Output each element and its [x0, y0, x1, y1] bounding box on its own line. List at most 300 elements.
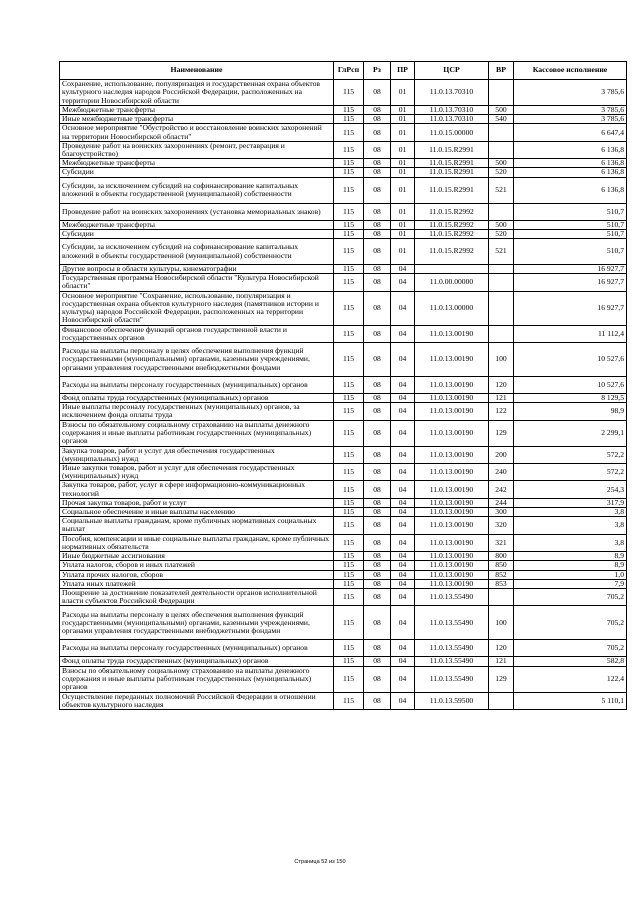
cell-csr: 11.0.13.00190	[415, 343, 489, 377]
cell-rz: 08	[364, 657, 391, 666]
cell-glrsp: 115	[334, 420, 364, 446]
cell-name: Фонд оплаты труда государственных (муниципальных) органов	[60, 657, 334, 666]
cell-rz: 08	[364, 141, 391, 158]
cell-vr: 540	[489, 115, 514, 124]
cell-pr: 04	[391, 265, 415, 274]
cell-execution: 7,9	[514, 579, 627, 588]
table-row	[60, 606, 627, 640]
cell-glrsp: 115	[334, 220, 364, 229]
cell-glrsp: 115	[334, 606, 364, 640]
cell-csr: 11.0.13.70310	[415, 106, 489, 115]
cell-pr: 01	[391, 177, 415, 203]
table-row	[60, 561, 627, 570]
cell-rz: 08	[364, 124, 391, 141]
cell-rz: 08	[364, 394, 391, 403]
cell-csr: 11.0.13.70310	[415, 80, 489, 106]
cell-pr: 01	[391, 124, 415, 141]
cell-csr: 11.0.15.R2992	[415, 220, 489, 229]
cell-name: Основное мероприятие "Обустройство и восстановление воинских захоронений на территории Новосибирской области"	[60, 124, 334, 141]
cell-pr: 01	[391, 203, 415, 220]
cell-execution: 705,2	[514, 588, 627, 605]
table-body	[60, 80, 627, 710]
cell-vr	[489, 124, 514, 141]
table-row	[60, 498, 627, 507]
cell-pr: 04	[391, 517, 415, 534]
cell-rz: 08	[364, 291, 391, 325]
budget-table-container	[59, 61, 626, 710]
cell-glrsp: 115	[334, 579, 364, 588]
cell-name: Расходы на выплаты персоналу государственных (муниципальных) органов	[60, 377, 334, 394]
cell-execution: 510,7	[514, 203, 627, 220]
cell-csr: 11.0.13.00190	[415, 325, 489, 342]
cell-vr: 853	[489, 579, 514, 588]
cell-execution: 3 785,6	[514, 80, 627, 106]
cell-name: Закупка товаров, работ, услуг в сфере информационно-коммуникационных технологий	[60, 481, 334, 498]
cell-execution: 254,3	[514, 481, 627, 498]
cell-execution: 6 136,8	[514, 159, 627, 168]
cell-pr: 04	[391, 579, 415, 588]
cell-vr: 121	[489, 657, 514, 666]
cell-rz: 08	[364, 534, 391, 551]
table-row	[60, 203, 627, 220]
table-row	[60, 168, 627, 177]
cell-name: Проведение работ на воинских захоронениях (ремонт, реставрация и благоустройство)	[60, 141, 334, 158]
cell-execution: 3,8	[514, 508, 627, 517]
cell-glrsp: 115	[334, 640, 364, 657]
cell-vr: 321	[489, 534, 514, 551]
header-rz: Рз	[364, 62, 391, 80]
cell-glrsp: 115	[334, 517, 364, 534]
cell-pr: 01	[391, 229, 415, 238]
cell-execution: 1,0	[514, 570, 627, 579]
cell-execution: 572,2	[514, 464, 627, 481]
table-row	[60, 115, 627, 124]
table-row	[60, 141, 627, 158]
cell-execution: 705,2	[514, 640, 627, 657]
cell-rz: 08	[364, 666, 391, 692]
cell-vr: 500	[489, 106, 514, 115]
cell-execution: 3,8	[514, 534, 627, 551]
table-row	[60, 552, 627, 561]
cell-csr: 11.0.15.R2991	[415, 177, 489, 203]
cell-pr: 04	[391, 420, 415, 446]
cell-csr: 11.0.13.00190	[415, 534, 489, 551]
cell-vr: 122	[489, 403, 514, 420]
cell-execution: 5 110,1	[514, 692, 627, 709]
cell-name: Взносы по обязательному социальному страхованию на выплаты денежного содержания и иные выплаты работникам государственных (муниципальных) органов	[60, 420, 334, 446]
table-row	[60, 394, 627, 403]
cell-name: Поощрение за достижение показателей деятельности органов исполнительной власти субъектов Российской Федерации	[60, 588, 334, 605]
cell-pr: 01	[391, 80, 415, 106]
table-row	[60, 508, 627, 517]
cell-csr: 11.0.13.00190	[415, 464, 489, 481]
cell-rz: 08	[364, 579, 391, 588]
cell-rz: 08	[364, 420, 391, 446]
cell-name: Иные закупки товаров, работ и услуг для обеспечения государственных (муниципальных) нужд	[60, 464, 334, 481]
cell-glrsp: 115	[334, 141, 364, 158]
cell-execution: 8 129,5	[514, 394, 627, 403]
cell-glrsp: 115	[334, 229, 364, 238]
cell-glrsp: 115	[334, 239, 364, 265]
cell-vr	[489, 141, 514, 158]
table-row	[60, 325, 627, 342]
table-row	[60, 692, 627, 709]
table-row	[60, 420, 627, 446]
cell-pr: 04	[391, 464, 415, 481]
cell-execution: 11 112,4	[514, 325, 627, 342]
cell-name: Другие вопросы в области культуры, кинематографии	[60, 265, 334, 274]
header-glrsp: ГлРсп	[334, 62, 364, 80]
cell-vr: 521	[489, 239, 514, 265]
cell-pr: 04	[391, 570, 415, 579]
cell-name: Уплата иных платежей	[60, 579, 334, 588]
cell-execution: 3 785,6	[514, 106, 627, 115]
cell-csr: 11.0.13.00190	[415, 377, 489, 394]
cell-csr: 11.0.15.R2992	[415, 229, 489, 238]
cell-vr: 520	[489, 168, 514, 177]
cell-pr: 04	[391, 403, 415, 420]
cell-vr: 800	[489, 552, 514, 561]
cell-vr	[489, 692, 514, 709]
table-row	[60, 343, 627, 377]
cell-glrsp: 115	[334, 534, 364, 551]
cell-vr	[489, 291, 514, 325]
table-row	[60, 464, 627, 481]
cell-csr: 11.0.13.55490	[415, 640, 489, 657]
cell-rz: 08	[364, 517, 391, 534]
cell-execution: 572,2	[514, 446, 627, 463]
table-row	[60, 106, 627, 115]
cell-pr: 01	[391, 159, 415, 168]
cell-glrsp: 115	[334, 124, 364, 141]
cell-name: Взносы по обязательному социальному страхованию на выплаты денежного содержания и иные выплаты работникам государственных (муниципальных) органов	[60, 666, 334, 692]
cell-vr	[489, 274, 514, 291]
cell-vr: 121	[489, 394, 514, 403]
cell-glrsp: 115	[334, 377, 364, 394]
cell-glrsp: 115	[334, 481, 364, 498]
header-name: Наименование	[60, 62, 334, 80]
cell-glrsp: 115	[334, 168, 364, 177]
table-row	[60, 570, 627, 579]
cell-glrsp: 115	[334, 464, 364, 481]
cell-vr	[489, 265, 514, 274]
cell-pr: 04	[391, 481, 415, 498]
table-row	[60, 481, 627, 498]
table-row	[60, 265, 627, 274]
cell-pr: 01	[391, 106, 415, 115]
cell-name: Иные межбюджетные трансферты	[60, 115, 334, 124]
cell-pr: 04	[391, 394, 415, 403]
cell-rz: 08	[364, 177, 391, 203]
cell-rz: 08	[364, 168, 391, 177]
cell-name: Субсидии, за исключением субсидий на софинансирование капитальных вложений в объекты государственной (муниципальной) собственности	[60, 177, 334, 203]
cell-csr: 11.0.13.00190	[415, 446, 489, 463]
table-row	[60, 377, 627, 394]
table-row	[60, 220, 627, 229]
cell-csr: 11.0.13.00190	[415, 498, 489, 507]
cell-csr: 11.0.00.00000	[415, 274, 489, 291]
table-row	[60, 80, 627, 106]
cell-pr: 04	[391, 561, 415, 570]
cell-name: Иные бюджетные ассигнования	[60, 552, 334, 561]
table-row	[60, 640, 627, 657]
cell-name: Субсидии	[60, 168, 334, 177]
cell-pr: 01	[391, 168, 415, 177]
cell-pr: 04	[391, 446, 415, 463]
cell-csr: 11.0.15.R2992	[415, 239, 489, 265]
cell-execution: 16 927,7	[514, 274, 627, 291]
cell-pr: 04	[391, 343, 415, 377]
cell-glrsp: 115	[334, 508, 364, 517]
cell-glrsp: 115	[334, 159, 364, 168]
cell-rz: 08	[364, 203, 391, 220]
table-row	[60, 239, 627, 265]
cell-csr: 11.0.13.55490	[415, 588, 489, 605]
cell-name: Расходы на выплаты персоналу в целях обеспечения выполнения функций государственными (муниципальными) органами, казенными учреждениями, органами управления государственными внебюджетными фондами	[60, 606, 334, 640]
cell-glrsp: 115	[334, 403, 364, 420]
cell-glrsp: 115	[334, 552, 364, 561]
cell-csr: 11.0.13.00190	[415, 561, 489, 570]
cell-name: Иные выплаты персоналу государственных (муниципальных) органов, за исключением фонда оплаты труда	[60, 403, 334, 420]
cell-pr: 01	[391, 239, 415, 265]
cell-csr: 11.0.13.70310	[415, 115, 489, 124]
cell-rz: 08	[364, 508, 391, 517]
table-row	[60, 588, 627, 605]
cell-csr: 11.0.13.00190	[415, 570, 489, 579]
cell-execution: 6 136,8	[514, 141, 627, 158]
cell-execution: 2 299,1	[514, 420, 627, 446]
cell-glrsp: 115	[334, 343, 364, 377]
cell-rz: 08	[364, 588, 391, 605]
cell-csr: 11.0.13.59500	[415, 692, 489, 709]
cell-rz: 08	[364, 265, 391, 274]
cell-rz: 08	[364, 640, 391, 657]
cell-glrsp: 115	[334, 106, 364, 115]
cell-glrsp: 115	[334, 291, 364, 325]
cell-name: Финансовое обеспечение функций органов государственной власти и государственных органов	[60, 325, 334, 342]
cell-vr: 850	[489, 561, 514, 570]
cell-name: Проведение работ на воинских захоронениях (установка мемориальных знаков)	[60, 203, 334, 220]
cell-vr: 521	[489, 177, 514, 203]
header-csr: ЦСР	[415, 62, 489, 80]
cell-vr: 120	[489, 640, 514, 657]
cell-csr: 11.0.13.00190	[415, 552, 489, 561]
cell-execution: 6 136,8	[514, 168, 627, 177]
cell-vr: 244	[489, 498, 514, 507]
cell-vr	[489, 588, 514, 605]
cell-csr: 11.0.13.55490	[415, 606, 489, 640]
cell-execution: 10 527,6	[514, 377, 627, 394]
cell-glrsp: 115	[334, 692, 364, 709]
cell-rz: 08	[364, 692, 391, 709]
table-row	[60, 517, 627, 534]
header-execution: Кассовое исполнение	[514, 62, 627, 80]
table-row	[60, 534, 627, 551]
cell-rz: 08	[364, 498, 391, 507]
cell-csr: 11.0.13.55490	[415, 666, 489, 692]
cell-pr: 04	[391, 274, 415, 291]
cell-csr: 11.0.13.00190	[415, 481, 489, 498]
cell-execution: 582,8	[514, 657, 627, 666]
cell-name: Социальное обеспечение и иные выплаты населению	[60, 508, 334, 517]
cell-execution: 510,7	[514, 220, 627, 229]
cell-name: Межбюджетные трансферты	[60, 106, 334, 115]
table-row	[60, 159, 627, 168]
cell-name: Основное мероприятие "Сохранение, использование, популяризация и государственная охрана объектов культурного наследия (памятников истории и культуры) народов Российской Федерации, расположенных на территории Новосибирской области"	[60, 291, 334, 325]
cell-glrsp: 115	[334, 177, 364, 203]
cell-execution: 705,2	[514, 606, 627, 640]
cell-name: Социальные выплаты гражданам, кроме публичных нормативных социальных выплат	[60, 517, 334, 534]
cell-vr: 200	[489, 446, 514, 463]
cell-glrsp: 115	[334, 394, 364, 403]
cell-pr: 04	[391, 508, 415, 517]
cell-name: Прочая закупка товаров, работ и услуг	[60, 498, 334, 507]
cell-csr: 11.0.15.R2991	[415, 159, 489, 168]
cell-csr: 11.0.13.00190	[415, 579, 489, 588]
cell-vr: 100	[489, 606, 514, 640]
cell-csr: 11.0.15.R2992	[415, 203, 489, 220]
cell-csr: 11.0.13.00190	[415, 394, 489, 403]
cell-name: Пособия, компенсации и иные социальные выплаты гражданам, кроме публичных нормативных обязательств	[60, 534, 334, 551]
cell-vr: 242	[489, 481, 514, 498]
cell-name: Осуществление переданных полномочий Российской Федерации в отношении объектов культурного наследия	[60, 692, 334, 709]
cell-rz: 08	[364, 403, 391, 420]
header-pr: ПР	[391, 62, 415, 80]
cell-pr: 04	[391, 291, 415, 325]
cell-rz: 08	[364, 325, 391, 342]
cell-pr: 04	[391, 657, 415, 666]
cell-rz: 08	[364, 464, 391, 481]
cell-rz: 08	[364, 106, 391, 115]
table-row	[60, 403, 627, 420]
cell-glrsp: 115	[334, 588, 364, 605]
table-row	[60, 124, 627, 141]
cell-vr: 129	[489, 666, 514, 692]
header-vr: ВР	[489, 62, 514, 80]
cell-execution: 510,7	[514, 239, 627, 265]
cell-vr	[489, 80, 514, 106]
cell-name: Сохранение, использование, популяризация и государственная охрана объектов культурного наследия народов Российской Федерации, расположенных на территории Новосибирской области	[60, 80, 334, 106]
budget-execution-table	[59, 61, 627, 710]
cell-vr: 520	[489, 229, 514, 238]
cell-pr: 04	[391, 552, 415, 561]
cell-execution: 6 136,8	[514, 177, 627, 203]
cell-glrsp: 115	[334, 498, 364, 507]
cell-rz: 08	[364, 446, 391, 463]
cell-vr: 320	[489, 517, 514, 534]
cell-csr: 11.0.13.00190	[415, 508, 489, 517]
cell-glrsp: 115	[334, 325, 364, 342]
table-row	[60, 177, 627, 203]
cell-name: Расходы на выплаты персоналу государственных (муниципальных) органов	[60, 640, 334, 657]
cell-vr: 852	[489, 570, 514, 579]
cell-vr	[489, 325, 514, 342]
cell-csr: 11.0.15.R2991	[415, 168, 489, 177]
cell-rz: 08	[364, 606, 391, 640]
cell-execution: 122,4	[514, 666, 627, 692]
cell-csr: 11.0.13.00190	[415, 517, 489, 534]
cell-execution: 10 527,6	[514, 343, 627, 377]
cell-rz: 08	[364, 274, 391, 291]
cell-glrsp: 115	[334, 561, 364, 570]
cell-name: Уплата прочих налогов, сборов	[60, 570, 334, 579]
cell-vr: 500	[489, 159, 514, 168]
cell-glrsp: 115	[334, 265, 364, 274]
cell-vr: 100	[489, 343, 514, 377]
cell-rz: 08	[364, 343, 391, 377]
cell-glrsp: 115	[334, 115, 364, 124]
cell-vr: 240	[489, 464, 514, 481]
cell-rz: 08	[364, 229, 391, 238]
cell-rz: 08	[364, 220, 391, 229]
page-footer: Страница 52 из 150	[294, 859, 346, 865]
cell-csr: 11.0.15.00000	[415, 124, 489, 141]
table-row	[60, 666, 627, 692]
cell-rz: 08	[364, 552, 391, 561]
cell-pr: 04	[391, 325, 415, 342]
cell-pr: 04	[391, 640, 415, 657]
cell-vr: 500	[489, 220, 514, 229]
cell-csr: 11.0.13.00190	[415, 403, 489, 420]
cell-pr: 04	[391, 606, 415, 640]
cell-execution: 16 927,7	[514, 291, 627, 325]
cell-rz: 08	[364, 80, 391, 106]
cell-pr: 01	[391, 141, 415, 158]
cell-vr: 129	[489, 420, 514, 446]
cell-glrsp: 115	[334, 570, 364, 579]
table-row	[60, 579, 627, 588]
cell-glrsp: 115	[334, 657, 364, 666]
cell-rz: 08	[364, 115, 391, 124]
cell-execution: 510,7	[514, 229, 627, 238]
cell-csr	[415, 265, 489, 274]
table-row	[60, 657, 627, 666]
cell-execution: 98,9	[514, 403, 627, 420]
cell-name: Межбюджетные трансферты	[60, 220, 334, 229]
cell-pr: 01	[391, 115, 415, 124]
cell-csr: 11.0.15.R2991	[415, 141, 489, 158]
cell-glrsp: 115	[334, 666, 364, 692]
table-row	[60, 446, 627, 463]
cell-rz: 08	[364, 159, 391, 168]
cell-execution: 8,9	[514, 552, 627, 561]
cell-pr: 04	[391, 498, 415, 507]
cell-glrsp: 115	[334, 274, 364, 291]
cell-rz: 08	[364, 561, 391, 570]
cell-glrsp: 115	[334, 80, 364, 106]
table-row	[60, 274, 627, 291]
table-header-row	[60, 62, 627, 80]
cell-csr: 11.0.13.55490	[415, 657, 489, 666]
cell-glrsp: 115	[334, 446, 364, 463]
cell-execution: 16 927,7	[514, 265, 627, 274]
cell-name: Расходы на выплаты персоналу в целях обеспечения выполнения функций государственными (муниципальными) органами, казенными учреждениями, органами управления государственными внебюджетными фондами	[60, 343, 334, 377]
cell-vr: 300	[489, 508, 514, 517]
cell-execution: 317,9	[514, 498, 627, 507]
cell-name: Межбюджетные трансферты	[60, 159, 334, 168]
cell-pr: 04	[391, 666, 415, 692]
cell-rz: 08	[364, 377, 391, 394]
cell-rz: 08	[364, 239, 391, 265]
cell-pr: 01	[391, 220, 415, 229]
cell-pr: 04	[391, 377, 415, 394]
cell-pr: 04	[391, 692, 415, 709]
cell-execution: 3,8	[514, 517, 627, 534]
cell-name: Закупка товаров, работ и услуг для обеспечения государственных (муниципальных) нужд	[60, 446, 334, 463]
cell-execution: 8,9	[514, 561, 627, 570]
cell-rz: 08	[364, 481, 391, 498]
cell-execution: 6 647,4	[514, 124, 627, 141]
